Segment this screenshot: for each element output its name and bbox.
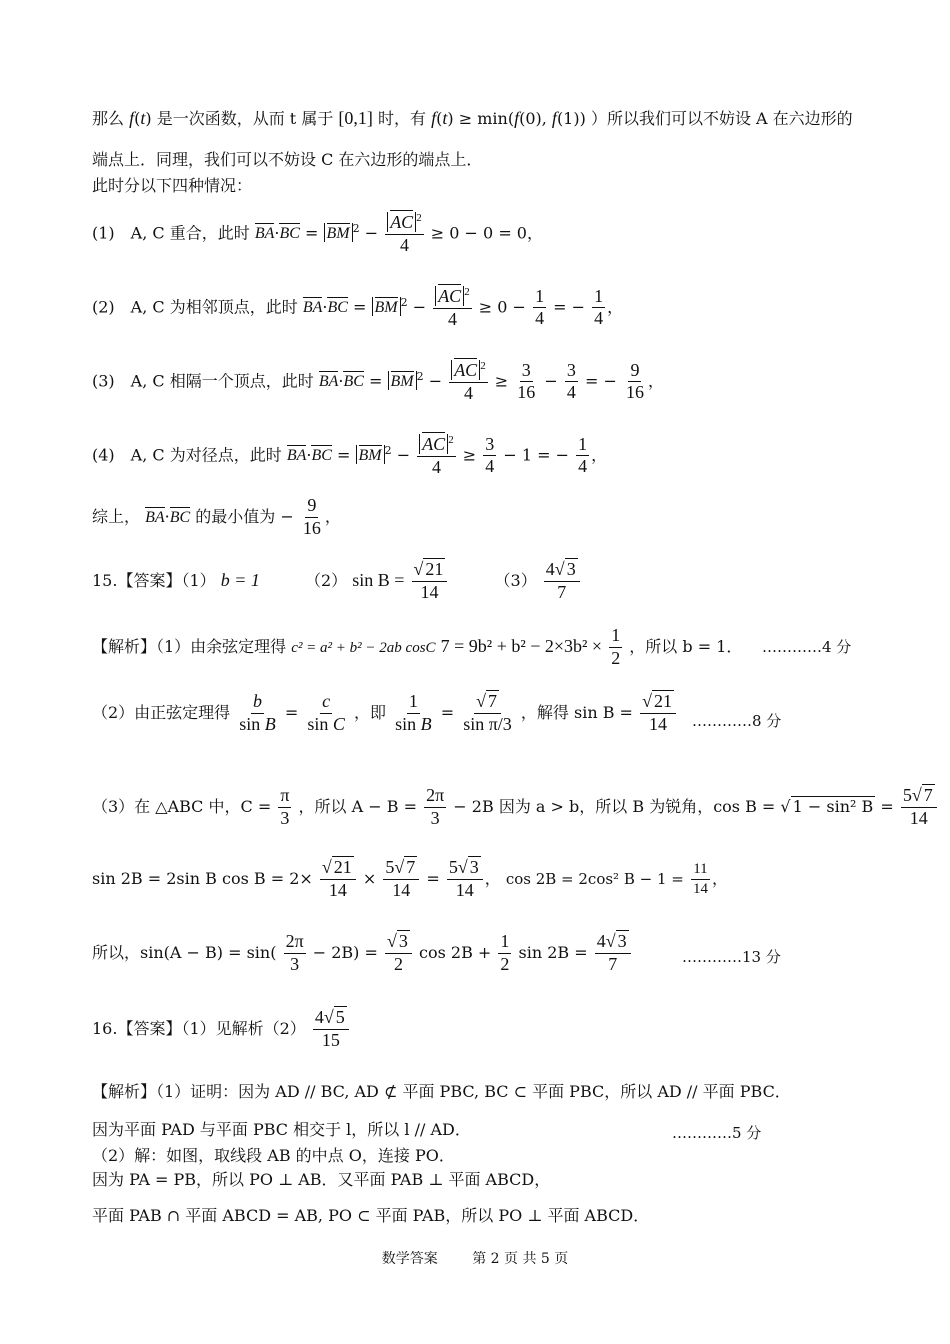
q15-analysis-4: sin 2B = 2sin B cos B = 2× $\frac{√ 21}{14}$ × $\frac{5√ 7}{14}$ = $\frac{5√ 3}{14}$ ， cos 2B = 2cos² B − 1 = $\frac{11}{14}$ ， bbox=[92, 857, 728, 900]
text-line: 端点上．同理，我们可以不妨设 C 在六边形的端点上． bbox=[92, 150, 483, 169]
score-4: …………4 分 bbox=[762, 638, 852, 656]
case-1: (1) A, C 重合，此时 BA·BC = BM $^2$ − $\frac{AC ^2}{4}$ ≥ 0 − 0 = 0， bbox=[92, 212, 543, 255]
q16-analysis-5: 平面 PAB ∩ 平面 ABCD = AB, PO ⊂ 平面 PAB，所以 PO ⊥ 平面 ABCD． bbox=[92, 1206, 650, 1225]
text: sin 2B = 2sin B cos B = 2× bbox=[92, 868, 313, 888]
text: 16.【答案】（1）见解析（2） bbox=[92, 1018, 306, 1038]
q15-analysis-3: （3）在 △ABC 中，C = $\frac{\pi}{3}$ ，所以 A − B = $\frac{2\pi}{3}$ − 2B 因为 a > b，所以 B 为锐角，cos B = √ 1 − sin² B = $\frac{5√ 7}{14}$ bbox=[92, 786, 939, 829]
text: 的最小值为 − bbox=[195, 506, 294, 526]
case-3: (3) A, C 相隔一个顶点，此时 BA·BC = BM $^2$ − $\frac{AC ^2}{4}$ ≥ $\frac{3}{16}$ − $\frac{3}{4}$ = − $\frac{9}{16}$ ， bbox=[92, 359, 664, 403]
q16-analysis-2: 因为平面 PAD 与平面 PBC 相交于 l，所以 l // AD． bbox=[92, 1120, 471, 1139]
score-8: …………8 分 bbox=[692, 712, 782, 730]
text: ，解得 sin B = bbox=[520, 702, 633, 722]
q15-analysis-5: 所以，sin(A − B) = sin( $\frac{2\pi}{3}$ − 2B) = $\frac{√ 3}{2}$ cos 2B + $\frac{1}{2}$ sin 2B = $\frac{4√ 3}{7}$ bbox=[92, 932, 633, 975]
page-footer bbox=[0, 1248, 950, 1268]
text: ，所以 b = 1． bbox=[629, 636, 743, 656]
text-line: 此时分以下四种情况： bbox=[92, 176, 253, 195]
text: c² = a² + b² − 2ab cosC bbox=[291, 639, 436, 656]
text: ，即 bbox=[354, 702, 387, 722]
q15-analysis-2: （2）由正弦定理得 $\frac{b}{\text{sin B}}$ = $\frac{c}{\text{sin C}}$ ，即 $\frac{1}{\text{sin B}}$ = $\frac{√ 7}{\text{sin π/3}}$ ，解得 sin B = $\frac{√ 21}{14}$ bbox=[92, 692, 678, 735]
q16-analysis-3: （2）解：如图，取线段 AB 的中点 O，连接 PO． bbox=[92, 1146, 455, 1165]
text: (3) A, C 相隔一个顶点，此时 bbox=[92, 371, 314, 391]
text: 是一次函数，从而 t 属于 bbox=[156, 109, 334, 128]
q16-analysis-4: 因为 PA = PB，所以 PO ⊥ AB．又平面 PAB ⊥ 平面 ABCD， bbox=[92, 1170, 551, 1189]
text: 时，有 bbox=[378, 109, 427, 128]
text: b = 1 bbox=[220, 569, 260, 590]
text: sin B = bbox=[352, 569, 405, 590]
q16-analysis-1: 【解析】（1）证明：因为 AD // BC, AD ⊄ 平面 PBC, BC ⊂ 平面 PBC，所以 AD // 平面 PBC． bbox=[92, 1082, 791, 1101]
text: ≥ 0 − 0 = 0， bbox=[430, 223, 543, 243]
text: ，所以 A − B = bbox=[298, 796, 418, 816]
text: 7 = 9b² + b² − 2×3b² × bbox=[440, 635, 603, 656]
q15-analysis-1: 【解析】（1）由余弦定理得 c² = a² + b² − 2ab cosC 7 = 9b² + b² − 2×3b² × $\frac{1}{2}$ ，所以 b = 1． bbox=[92, 625, 743, 668]
summary: 综上， BA·BC 的最小值为 − $\frac{9}{16}$ ， bbox=[92, 495, 341, 538]
q15-answer: 15.【答案】（1） b = 1 （2） sin B = $\frac{√ 21}{14}$ （3） $\frac{4√ 3}{7}$ bbox=[92, 560, 582, 603]
footer-page-number: 第 2 页 共 5 页 bbox=[472, 1251, 569, 1267]
case-2: (2) A, C 为相邻顶点，此时 BA·BC = BM $^2$ − $\frac{AC ^2}{4}$ ≥ 0 − $\frac{1}{4}$ = − $\frac{1}{4}$ ， bbox=[92, 285, 624, 329]
case-4: (4) A, C 为对径点，此时 BA·BC = BM $^2$ − $\frac{AC ^2}{4}$ ≥ $\frac{3}{4}$ − 1 = − $\frac{1}{4}$ ， bbox=[92, 433, 608, 477]
text: cos 2B + bbox=[419, 942, 492, 962]
text: 15.【答案】（1） bbox=[92, 570, 216, 590]
text: ）所以我们可以不妨设 A 在六边形的 bbox=[590, 109, 853, 128]
footer-subject: 数学答案 bbox=[381, 1251, 438, 1267]
text: 综上， bbox=[92, 506, 141, 526]
text: （3）在 △ABC 中，C = bbox=[92, 796, 272, 816]
text: (1) A, C 重合，此时 bbox=[92, 223, 250, 243]
text: (2) A, C 为相邻顶点，此时 bbox=[92, 297, 298, 317]
score-5: …………5 分 bbox=[672, 1124, 762, 1142]
text: (4) A, C 为对径点，此时 bbox=[92, 445, 282, 465]
q16-answer: 16.【答案】（1）见解析（2） $\frac{4√ 5}{15}$ bbox=[92, 1008, 351, 1051]
text: − 2B 因为 a > b，所以 B 为锐角，cos B = bbox=[453, 796, 776, 816]
text: 那么 bbox=[92, 109, 125, 128]
text-line: 那么 f(t) 是一次函数，从而 t 属于 [0,1] 时，有 f(t) ≥ min(f(0), f(1)) ）所以我们可以不妨设 A 在六边形的 bbox=[92, 108, 853, 128]
text: （2） bbox=[304, 570, 348, 590]
text: 所以，sin(A − B) = sin( bbox=[92, 942, 277, 962]
text: − 2B) = bbox=[312, 942, 378, 962]
text: sin 2B = bbox=[518, 942, 588, 962]
text: 1 − sin² B bbox=[792, 796, 874, 816]
text: cos 2B = 2cos² B − 1 = bbox=[505, 869, 684, 888]
text: ≥ 0 − bbox=[478, 297, 526, 317]
text: （3） bbox=[494, 570, 537, 590]
text: 【解析】（1）由余弦定理得 bbox=[92, 636, 287, 656]
score-13: …………13 分 bbox=[682, 948, 781, 966]
text: （2）由正弦定理得 bbox=[92, 702, 231, 722]
